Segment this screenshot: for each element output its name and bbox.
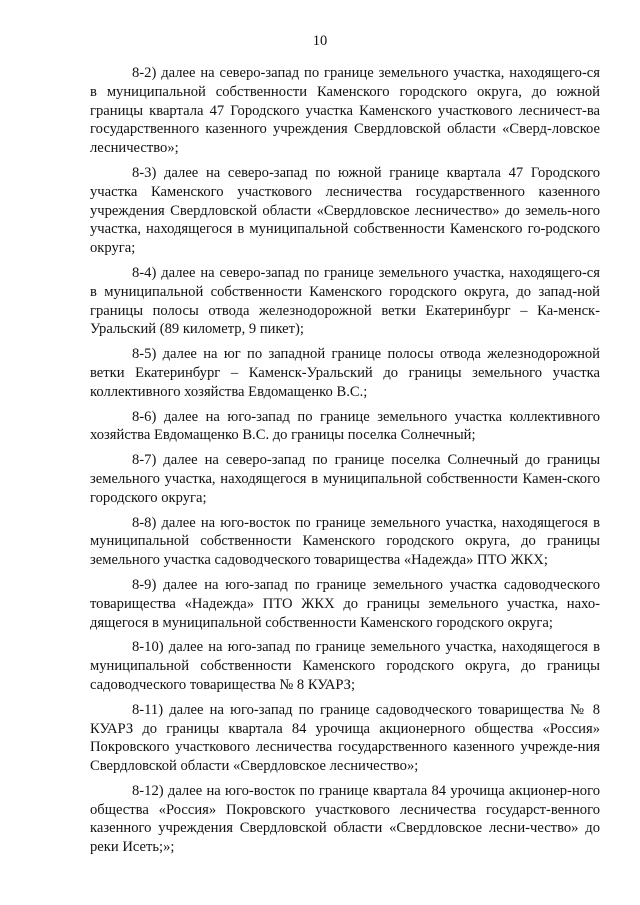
document-body (90, 64, 600, 863)
paragraph-8-7: 8-7) далее на северо-запад по границе поселка Солнечный до границы земельного участка, находящегося в муниципальной собственности Камен-ского городского округа; (90, 452, 600, 506)
paragraph-8-6: 8-6) далее на юго-запад по границе земельного участка коллективного хозяйства Евдомащенко В.С. до границы поселка Солнечный; (90, 408, 600, 444)
paragraph-8-12: 8-12) далее на юго-восток по границе квартала 84 урочища акционер-ного общества «Россия» Покровского участкового лесничества государст-венного казенного учреждения Свердловской области «Свердловское лесни-чество» до реки Исеть;»; (90, 782, 600, 856)
paragraph-8-8: 8-8) далее на юго-восток по границе земельного участка, находящегося в муниципальной собственности Каменского городского округа, до границы земельного участка садоводческого товарищества «Надежда» ПТО ЖКХ; (90, 514, 600, 569)
paragraph-8-9: 8-9) далее на юго-запад по границе земельного участка садоводческого товарищества «Надежда» ПТО ЖКХ до границы земельного участка, нахо-дящегося в муниципальной собственности Каменского городского округа; (90, 576, 600, 631)
paragraph-8-3: 8-3) далее на северо-запад по южной границе квартала 47 Городского участка Каменского участкового лесничества государственного казенного учреждения Свердловской области «Свердловское лесничество» до земель-ного участка, находящегося в муниципальной собственности Каменского го-родского округа; (90, 164, 600, 257)
paragraph-8-11: 8-11) далее на юго-запад по границе садоводческого товарищества № 8 КУАРЗ до границы квартала 84 урочища акционерного общества «Россия» Покровского участкового лесничества государственного казенного учрежде-ния Свердловской области «Свердловское лесничество»; (90, 701, 600, 775)
paragraph-8-10: 8-10) далее на юго-запад по границе земельного участка, находящегося в муниципальной собственности Каменского городского округа, до границы садоводческого товарищества № 8 КУАРЗ; (90, 639, 600, 693)
paragraph-8-2: 8-2) далее на северо-запад по границе земельного участка, находящего-ся в муниципальной собственности Каменского городского округа, до южной границы квартала 47 Городского участка Каменского участкового лесничест-ва государственного казенного учреждения Свердловской области «Сверд-ловское лесничество»; (90, 65, 600, 157)
paragraph-8-5: 8-5) далее на юг по западной границе полосы отвода железнодорожной ветки Екатеринбург – Каменск-Уральский до границы земельного участка коллективного хозяйства Евдомащенко В.С.; (90, 346, 600, 400)
page-number: 10 (312, 33, 328, 49)
paragraph-8-4: 8-4) далее на северо-запад по границе земельного участка, находящего-ся в муниципальной собственности Каменского городского округа, до запад-ной границы полосы отвода железнодорожной ветки Екатеринбург – Ка-менск-Уральский (89 километр, 9 пикет); (90, 264, 600, 338)
